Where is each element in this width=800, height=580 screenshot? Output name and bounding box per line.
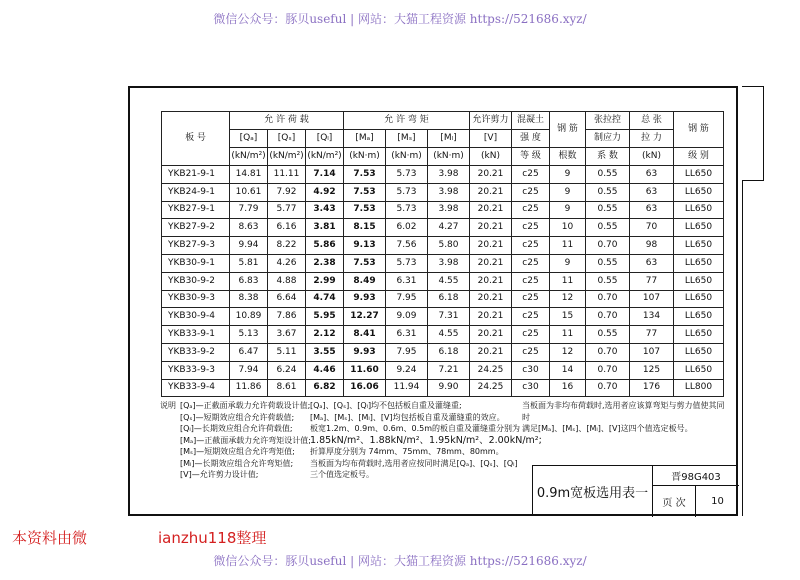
cell-ml: 4.55 xyxy=(428,272,470,290)
cell-ms: 9.24 xyxy=(386,361,428,379)
cell-c: c25 xyxy=(512,272,550,290)
cell-qa: 10.89 xyxy=(230,308,268,326)
cell-name: YKB27-9-1 xyxy=(162,201,230,219)
cell-n: 16 xyxy=(550,379,586,397)
notes-self-weight xyxy=(310,400,542,481)
cell-v: 20.21 xyxy=(470,183,512,201)
table-row xyxy=(162,343,724,361)
watermark-bottom: 微信公众号：豚贝useful | 网站：大猫工程资源 https://521686.xyz/ xyxy=(213,554,587,568)
cell-ma: 8.15 xyxy=(344,219,386,237)
cell-n: 15 xyxy=(550,308,586,326)
note-text: [V]—允许剪力设计值; xyxy=(180,470,259,479)
note-label: 说明 xyxy=(160,401,176,410)
cell-ms: 5.73 xyxy=(386,166,428,184)
cell-v: 20.21 xyxy=(470,308,512,326)
cell-c: c30 xyxy=(512,361,550,379)
cell-c: c25 xyxy=(512,308,550,326)
footer-credit-left: 本资料由微 xyxy=(12,529,88,547)
cell-qs: 6.24 xyxy=(268,361,306,379)
cell-v: 20.21 xyxy=(470,166,512,184)
cell-f: 63 xyxy=(630,201,674,219)
cell-ma: 9.13 xyxy=(344,237,386,255)
note-line: 三个值选定板号。 xyxy=(310,470,374,479)
cell-n: 10 xyxy=(550,219,586,237)
note-text: [Mₛ]—短期效应组合允许弯矩值; xyxy=(180,447,295,456)
cell-ml: 3.98 xyxy=(428,201,470,219)
note-line: 板宽1.2m、0.9m、0.6m、0.5m的板自重及灌缝重分别为 xyxy=(310,424,521,433)
note-text: [Mₗ]—长期效应组合允许弯矩值; xyxy=(180,458,294,468)
selection-table xyxy=(161,111,724,397)
table-row xyxy=(162,219,724,237)
cell-n: 14 xyxy=(550,361,586,379)
cell-n: 11 xyxy=(550,326,586,344)
header-sigma-2: 制应力 xyxy=(586,130,630,148)
cell-f: 77 xyxy=(630,272,674,290)
cell-ma: 16.06 xyxy=(344,379,386,397)
cell-g: LL650 xyxy=(674,254,724,272)
note-text: [Qₗ]—长期效应组合允许荷载值; xyxy=(180,424,293,433)
cell-g: LL650 xyxy=(674,308,724,326)
cell-name: YKB24-9-1 xyxy=(162,183,230,201)
cell-qs: 5.11 xyxy=(268,343,306,361)
header-concrete: 混凝土 xyxy=(512,112,550,130)
cell-c: c25 xyxy=(512,219,550,237)
cell-v: 20.21 xyxy=(470,290,512,308)
cell-c: c25 xyxy=(512,183,550,201)
cell-ma: 11.60 xyxy=(344,361,386,379)
cell-n: 9 xyxy=(550,201,586,219)
unit-qs: (kN/m²) xyxy=(268,148,306,166)
cell-ml: 3.98 xyxy=(428,166,470,184)
cell-qs: 6.64 xyxy=(268,290,306,308)
table-row xyxy=(162,361,724,379)
cell-f: 63 xyxy=(630,183,674,201)
unit-v: (kN) xyxy=(470,148,512,166)
cell-n: 12 xyxy=(550,343,586,361)
cell-v: 20.21 xyxy=(470,201,512,219)
note-definition xyxy=(160,435,311,447)
cell-v: 20.21 xyxy=(470,272,512,290)
cell-v: 24.25 xyxy=(470,379,512,397)
cell-n: 11 xyxy=(550,237,586,255)
cell-ms: 6.02 xyxy=(386,219,428,237)
header-sigma-3: 系 数 xyxy=(586,148,630,166)
cell-qa: 11.86 xyxy=(230,379,268,397)
cell-f: 70 xyxy=(630,219,674,237)
header-v: [V] xyxy=(470,130,512,148)
cell-qa: 6.47 xyxy=(230,343,268,361)
cell-name: YKB30-9-2 xyxy=(162,272,230,290)
cell-v: 20.21 xyxy=(470,237,512,255)
cell-s: 0.70 xyxy=(586,308,630,326)
cell-s: 0.70 xyxy=(586,379,630,397)
cell-g: LL650 xyxy=(674,343,724,361)
header-rebar-count: 根数 xyxy=(550,148,586,166)
cell-ms: 5.73 xyxy=(386,201,428,219)
cell-name: YKB27-9-3 xyxy=(162,237,230,255)
table-row xyxy=(162,201,724,219)
cell-ql: 5.86 xyxy=(306,237,344,255)
cell-ql: 2.12 xyxy=(306,326,344,344)
header-grade-2: 级 别 xyxy=(674,148,724,166)
table-row xyxy=(162,308,724,326)
cell-ma: 8.49 xyxy=(344,272,386,290)
cell-qs: 3.67 xyxy=(268,326,306,344)
cell-name: YKB33-9-4 xyxy=(162,379,230,397)
table-row xyxy=(162,166,724,184)
cell-f: 125 xyxy=(630,361,674,379)
header-qs: [Qₛ] xyxy=(268,130,306,148)
cell-f: 63 xyxy=(630,254,674,272)
cell-v: 20.21 xyxy=(470,254,512,272)
cell-qs: 4.26 xyxy=(268,254,306,272)
header-grade: 钢 筋 xyxy=(674,112,724,148)
cell-ma: 9.93 xyxy=(344,290,386,308)
table-row xyxy=(162,272,724,290)
cell-ml: 7.21 xyxy=(428,361,470,379)
cell-ml: 4.55 xyxy=(428,326,470,344)
cell-name: YKB33-9-1 xyxy=(162,326,230,344)
header-allowable-moment: 允 许 弯 矩 xyxy=(344,112,470,130)
header-concrete-grade: 等 级 xyxy=(512,148,550,166)
cell-s: 0.70 xyxy=(586,361,630,379)
note-definition xyxy=(160,469,311,481)
header-allowable-shear: 允许剪力 xyxy=(470,112,512,130)
cell-ms: 6.31 xyxy=(386,272,428,290)
cell-qa: 6.83 xyxy=(230,272,268,290)
cell-g: LL650 xyxy=(674,272,724,290)
cell-c: c25 xyxy=(512,326,550,344)
cell-g: LL650 xyxy=(674,166,724,184)
unit-ma: (kN·m) xyxy=(344,148,386,166)
unit-ms: (kN·m) xyxy=(386,148,428,166)
note-line: 当板面为均布荷载时,选用者应按同时满足[Qₐ]、[Qₛ]、[Qₗ] xyxy=(310,458,518,468)
header-rebar: 钢 筋 xyxy=(550,112,586,148)
note-definition xyxy=(160,400,311,412)
cell-name: YKB33-9-3 xyxy=(162,361,230,379)
cell-ms: 5.73 xyxy=(386,254,428,272)
note-line: 折算厚度分别为 74mm、75mm、78mm、80mm。 xyxy=(310,447,504,456)
cell-v: 20.21 xyxy=(470,343,512,361)
drawing-code: 晋98G403 xyxy=(653,466,739,486)
table-row xyxy=(162,326,724,344)
cell-ql: 4.46 xyxy=(306,361,344,379)
header-concrete-strength: 强 度 xyxy=(512,130,550,148)
cell-n: 9 xyxy=(550,183,586,201)
cell-ml: 4.27 xyxy=(428,219,470,237)
header-plate-no: 板 号 xyxy=(162,112,230,166)
cell-qs: 6.16 xyxy=(268,219,306,237)
cell-f: 134 xyxy=(630,308,674,326)
cell-s: 0.55 xyxy=(586,326,630,344)
cell-f: 98 xyxy=(630,237,674,255)
cell-qa: 5.81 xyxy=(230,254,268,272)
cell-ql: 2.99 xyxy=(306,272,344,290)
cell-s: 0.55 xyxy=(586,219,630,237)
note-text: [Mₐ]—正截面承载力允许弯矩设计值; xyxy=(180,435,311,445)
side-stamp-box xyxy=(742,86,764,181)
note-line: 当板面为非均布荷载时,选用者应该算弯矩与剪力值使其同时 xyxy=(522,401,725,422)
cell-ml: 9.90 xyxy=(428,379,470,397)
note-definition xyxy=(160,446,311,458)
cell-ml: 3.98 xyxy=(428,254,470,272)
cell-name: YKB33-9-2 xyxy=(162,343,230,361)
drawing-title: 0.9m宽板选用表一 xyxy=(533,466,653,517)
unit-ql: (kN/m²) xyxy=(306,148,344,166)
cell-s: 0.55 xyxy=(586,254,630,272)
cell-name: YKB27-9-2 xyxy=(162,219,230,237)
cell-g: LL800 xyxy=(674,379,724,397)
header-qa: [Qₐ] xyxy=(230,130,268,148)
cell-g: LL650 xyxy=(674,326,724,344)
cell-ms: 7.95 xyxy=(386,290,428,308)
cell-ms: 7.95 xyxy=(386,343,428,361)
cell-qs: 7.86 xyxy=(268,308,306,326)
watermark-top: 微信公众号：豚贝useful | 网站：大猫工程资源 https://521686.xyz/ xyxy=(213,12,587,26)
cell-qs: 11.11 xyxy=(268,166,306,184)
unit-ml: (kN·m) xyxy=(428,148,470,166)
cell-ql: 4.92 xyxy=(306,183,344,201)
cell-v: 24.25 xyxy=(470,361,512,379)
cell-qs: 7.92 xyxy=(268,183,306,201)
cell-qs: 5.77 xyxy=(268,201,306,219)
cell-s: 0.70 xyxy=(586,343,630,361)
cell-c: c25 xyxy=(512,254,550,272)
table-row xyxy=(162,254,724,272)
cell-ma: 7.53 xyxy=(344,254,386,272)
cell-qa: 9.94 xyxy=(230,237,268,255)
header-force-2: 拉 力 xyxy=(630,130,674,148)
header-ma: [Mₐ] xyxy=(344,130,386,148)
note-definition xyxy=(160,423,311,435)
cell-c: c25 xyxy=(512,237,550,255)
table-row xyxy=(162,237,724,255)
cell-ql: 6.82 xyxy=(306,379,344,397)
page-number: 10 xyxy=(711,496,724,507)
cell-ql: 3.55 xyxy=(306,343,344,361)
cell-qs: 8.22 xyxy=(268,237,306,255)
cell-ml: 7.31 xyxy=(428,308,470,326)
cell-name: YKB21-9-1 xyxy=(162,166,230,184)
note-line: 1.85kN/m²、1.88kN/m²、1.95kN/m²、2.00kN/m²; xyxy=(310,434,542,446)
cell-g: LL650 xyxy=(674,183,724,201)
cell-ma: 8.41 xyxy=(344,326,386,344)
cell-ma: 7.53 xyxy=(344,183,386,201)
unit-force: (kN) xyxy=(630,148,674,166)
cell-ms: 5.73 xyxy=(386,183,428,201)
cell-ql: 7.14 xyxy=(306,166,344,184)
cell-qa: 14.81 xyxy=(230,166,268,184)
cell-f: 107 xyxy=(630,343,674,361)
cell-c: c25 xyxy=(512,166,550,184)
cell-n: 9 xyxy=(550,166,586,184)
note-line: [Mₐ]、[Mₛ]、[Mₗ]、[V]均包括板自重及灌缝重的效应。 xyxy=(310,412,505,422)
cell-ms: 9.09 xyxy=(386,308,428,326)
cell-qa: 7.94 xyxy=(230,361,268,379)
cell-g: LL650 xyxy=(674,290,724,308)
cell-c: c25 xyxy=(512,201,550,219)
cell-qa: 7.79 xyxy=(230,201,268,219)
cell-v: 20.21 xyxy=(470,326,512,344)
cell-g: LL650 xyxy=(674,201,724,219)
right-border-line xyxy=(742,181,743,516)
cell-n: 12 xyxy=(550,290,586,308)
cell-qa: 10.61 xyxy=(230,183,268,201)
cell-g: LL650 xyxy=(674,361,724,379)
notes-definitions xyxy=(160,400,311,481)
cell-qa: 5.13 xyxy=(230,326,268,344)
table-row xyxy=(162,183,724,201)
cell-c: c25 xyxy=(512,343,550,361)
cell-n: 11 xyxy=(550,272,586,290)
cell-ma: 7.53 xyxy=(344,201,386,219)
note-line: 满足[Mₐ]、[Mₛ]、[Mₗ]、[V]这四个值选定板号。 xyxy=(522,424,693,433)
cell-g: LL650 xyxy=(674,237,724,255)
cell-ml: 3.98 xyxy=(428,183,470,201)
cell-c: c25 xyxy=(512,290,550,308)
cell-name: YKB30-9-3 xyxy=(162,290,230,308)
cell-n: 9 xyxy=(550,254,586,272)
cell-ms: 6.31 xyxy=(386,326,428,344)
cell-qa: 8.63 xyxy=(230,219,268,237)
cell-ml: 6.18 xyxy=(428,343,470,361)
cell-ql: 5.95 xyxy=(306,308,344,326)
cell-ql: 4.74 xyxy=(306,290,344,308)
cell-ma: 7.53 xyxy=(344,166,386,184)
note-text: [Qₛ]—短期效应组合允许荷载值; xyxy=(180,412,295,422)
cell-ql: 3.81 xyxy=(306,219,344,237)
cell-ql: 3.43 xyxy=(306,201,344,219)
cell-v: 20.21 xyxy=(470,219,512,237)
cell-s: 0.55 xyxy=(586,166,630,184)
cell-qs: 8.61 xyxy=(268,379,306,397)
header-ms: [Mₛ] xyxy=(386,130,428,148)
cell-s: 0.70 xyxy=(586,290,630,308)
table-row xyxy=(162,379,724,397)
cell-ma: 9.93 xyxy=(344,343,386,361)
cell-f: 77 xyxy=(630,326,674,344)
cell-ml: 5.80 xyxy=(428,237,470,255)
header-force: 总 张 xyxy=(630,112,674,130)
unit-qa: (kN/m²) xyxy=(230,148,268,166)
cell-name: YKB30-9-4 xyxy=(162,308,230,326)
note-text: [Qₐ]—正截面承载力允许荷载设计值; xyxy=(180,401,311,410)
cell-s: 0.70 xyxy=(586,237,630,255)
cell-ml: 6.18 xyxy=(428,290,470,308)
cell-s: 0.55 xyxy=(586,201,630,219)
note-definition xyxy=(160,412,311,424)
cell-s: 0.55 xyxy=(586,272,630,290)
cell-ms: 11.94 xyxy=(386,379,428,397)
page-label: 页 次 xyxy=(653,486,696,517)
cell-qs: 4.88 xyxy=(268,272,306,290)
title-block xyxy=(532,465,738,516)
cell-ms: 7.56 xyxy=(386,237,428,255)
header-ml: [Mₗ] xyxy=(428,130,470,148)
footer-credit-right: ianzhu118整理 xyxy=(158,529,267,547)
cell-name: YKB30-9-1 xyxy=(162,254,230,272)
cell-c: c30 xyxy=(512,379,550,397)
cell-qa: 8.38 xyxy=(230,290,268,308)
cell-ql: 2.38 xyxy=(306,254,344,272)
cell-f: 107 xyxy=(630,290,674,308)
header-sigma: 张拉控 xyxy=(586,112,630,130)
note-line: [Qₐ]、[Qₛ]、[Qₗ]均不包括板自重及灌缝重; xyxy=(310,401,462,410)
cell-s: 0.55 xyxy=(586,183,630,201)
cell-f: 63 xyxy=(630,166,674,184)
note-definition xyxy=(160,458,311,470)
header-allowable-load: 允 许 荷 载 xyxy=(230,112,344,130)
notes-nonuniform xyxy=(522,400,732,435)
cell-ma: 12.27 xyxy=(344,308,386,326)
table-row xyxy=(162,290,724,308)
cell-f: 176 xyxy=(630,379,674,397)
header-ql: [Qₗ] xyxy=(306,130,344,148)
cell-g: LL650 xyxy=(674,219,724,237)
